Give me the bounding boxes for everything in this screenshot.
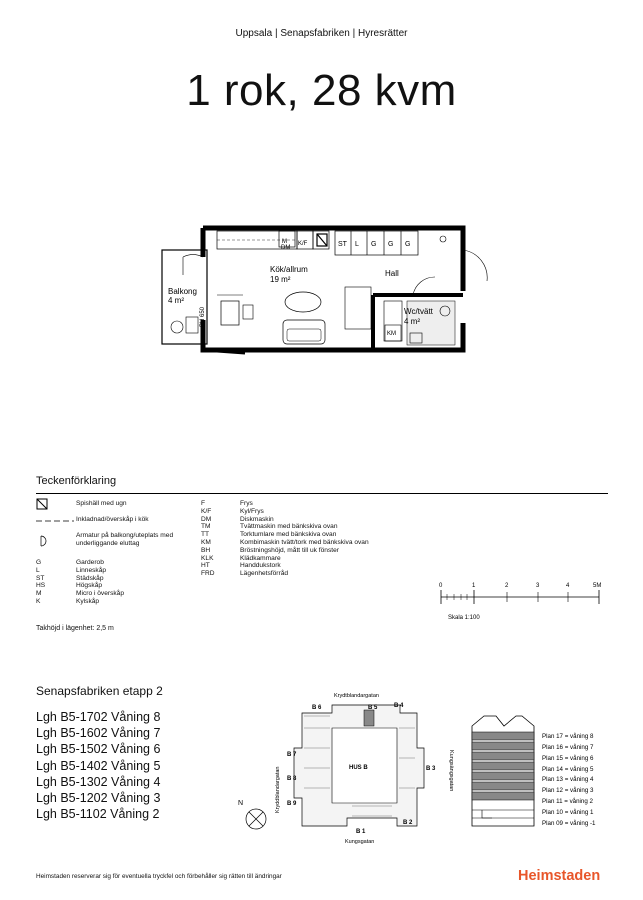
page-title: 1 rok, 28 kvm <box>186 66 457 115</box>
disclaimer: Heimstaden reserverar sig för eventuella tryckfel och förbehåller sig rätten till ändringar <box>36 873 282 880</box>
legend-code: HS <box>36 582 46 590</box>
legend-code: TM <box>201 523 211 531</box>
legend-code: ST <box>36 574 45 582</box>
street-right: Kungsängsgatan <box>448 750 454 792</box>
legend-text: Handdukstork <box>240 562 281 570</box>
stove-icon <box>37 499 47 509</box>
legend-code: K <box>36 597 41 605</box>
legend-symbol-lamp: Armatur på balkong/uteplats med underliggande eluttag <box>76 532 174 547</box>
scale-tick-label: 2 <box>505 583 509 589</box>
block-label: B 4 <box>394 703 404 709</box>
label-g2: G <box>388 241 394 248</box>
legend-text: Diskmaskin <box>240 515 274 523</box>
apartment-item: Lgh B5-1502 Våning 6 <box>36 742 161 757</box>
legend-code: KLK <box>201 554 214 562</box>
label-m: M <box>282 239 287 245</box>
legend-text: Klädkammare <box>240 554 281 562</box>
label-dm: DM <box>281 245 291 251</box>
legend-text: Kylskåp <box>76 597 100 605</box>
label-st: ST <box>338 241 347 248</box>
block-label: B 8 <box>287 776 297 782</box>
legend-code: FRD <box>201 570 215 578</box>
street-bottom: Kungsgatan <box>345 839 375 845</box>
legend-code: HT <box>201 562 210 570</box>
scale-label: Skala 1:100 <box>448 615 480 621</box>
legend-code: TT <box>201 531 210 539</box>
legend-code: F <box>201 500 206 507</box>
legend-text: Lägenhetsförråd <box>240 570 289 578</box>
legend-text: Kombimaskin tvätt/tork med bänkskiva ovan <box>240 538 369 546</box>
room-balcony-name: Balkong <box>168 287 197 296</box>
legend-code: K/F <box>201 507 212 515</box>
block-label: B 5 <box>368 705 378 711</box>
heimstaden-logo: Heimstaden <box>518 868 601 884</box>
floor-label: Plan 17 = våning 8 <box>542 733 594 740</box>
breadcrumb: Uppsala | Senapsfabriken | Hyresrätter <box>235 28 408 39</box>
legend-code: BH <box>201 546 211 554</box>
apartment-item: Lgh B5-1402 Våning 5 <box>36 758 161 773</box>
legend-symbol-stove: Spishäll med ugn <box>76 500 127 507</box>
legend-text: Städskåp <box>76 574 104 582</box>
floor-label: Plan 09 = våning -1 <box>542 820 596 827</box>
block-label: B 7 <box>287 752 297 758</box>
apartment-item: Lgh B5-1202 Våning 3 <box>36 791 161 806</box>
legend-code: KM <box>201 538 211 546</box>
legend-symbol-cabinet: Inkladnad/överskåp i kök <box>76 516 149 523</box>
block-label: B 9 <box>287 801 297 807</box>
apartment-item: Lgh B5-1102 Våning 2 <box>36 807 160 822</box>
legend-icons <box>36 498 76 553</box>
label-g1: G <box>371 241 377 248</box>
floor-label: Plan 11 = våning 2 <box>542 798 593 805</box>
legend-divider <box>36 493 608 494</box>
label-km: KM <box>387 331 396 337</box>
legend-code: L <box>36 566 40 574</box>
lamp-icon <box>41 536 46 546</box>
floor-label: Plan 10 = våning 1 <box>542 809 594 816</box>
floor-label: Plan 14 = våning 5 <box>542 766 594 773</box>
room-wc-name: Wc/tvätt <box>404 307 433 316</box>
room-kitchen-area: 19 m² <box>270 275 291 284</box>
legend-title: Teckenförklaring <box>36 475 117 487</box>
building-section <box>462 714 612 832</box>
scale-tick-label: 4 <box>566 583 570 589</box>
etapp-title: Senapsfabriken etapp 2 <box>36 684 163 698</box>
ceiling-height: Takhöjd i lägenhet: 2,5 m <box>36 625 114 632</box>
street-top: Krydtblandargatan <box>334 693 379 699</box>
bh-label: BH 650 <box>200 306 206 327</box>
site-plan <box>232 688 454 848</box>
apartment-item: Lgh B5-1302 Våning 4 <box>36 774 161 789</box>
floor-label: Plan 12 = våning 3 <box>542 787 594 794</box>
scale-tick-label: 3 <box>536 583 540 589</box>
floor-label: Plan 13 = våning 4 <box>542 776 594 783</box>
street-left: Kryddblandargatan <box>275 766 281 813</box>
legend-text: Högskåp <box>76 582 103 590</box>
scale-tick-label: 5M <box>593 583 602 589</box>
label-kf: K/F <box>298 241 308 247</box>
legend-text: Garderob <box>76 559 104 566</box>
block-label: B 1 <box>356 829 366 835</box>
highlight-building <box>364 710 374 726</box>
legend-code: G <box>36 559 42 566</box>
block-label: B 3 <box>426 766 436 772</box>
legend-text: Torktumlare med bänkskiva ovan <box>240 531 337 539</box>
legend-code: M <box>36 590 42 598</box>
floor-label: Plan 16 = våning 7 <box>542 744 594 751</box>
legend-text: Tvättmaskin med bänkskiva ovan <box>240 523 338 531</box>
room-wc-area: 4 m² <box>404 317 420 326</box>
legend-text: Frys <box>240 500 253 507</box>
legend-code: DM <box>201 515 212 523</box>
block-label: B 2 <box>403 820 413 826</box>
apartment-item: Lgh B5-1702 Våning 8 <box>36 710 161 724</box>
legend-text: Linneskåp <box>76 566 107 574</box>
hus-label: HUS B <box>349 765 368 771</box>
label-l: L <box>355 241 359 248</box>
legend-text: Bröstningshöjd, mått till uk fönster <box>240 546 339 554</box>
compass-label: N <box>238 800 244 807</box>
label-g3: G <box>405 241 411 248</box>
legend-text: Micro i överskåp <box>76 590 125 598</box>
scale-tick-label: 1 <box>472 583 476 589</box>
apartment-item: Lgh B5-1602 Våning 7 <box>36 726 161 741</box>
legend-left-list <box>36 559 124 606</box>
legend-right-list <box>201 500 369 578</box>
room-balcony-area: 4 m² <box>168 296 184 305</box>
scale-tick-label: 0 <box>439 583 443 589</box>
room-hall: Hall <box>385 269 399 278</box>
room-kitchen-name: Kök/allrum <box>270 265 308 274</box>
floor-plan <box>155 225 495 360</box>
apartment-list <box>36 709 160 822</box>
block-label: B 6 <box>312 705 322 711</box>
legend-text: Kyl/Frys <box>240 507 264 515</box>
scale-bar <box>436 580 616 622</box>
compass-icon <box>246 809 266 829</box>
floor-label: Plan 15 = våning 6 <box>542 755 594 762</box>
